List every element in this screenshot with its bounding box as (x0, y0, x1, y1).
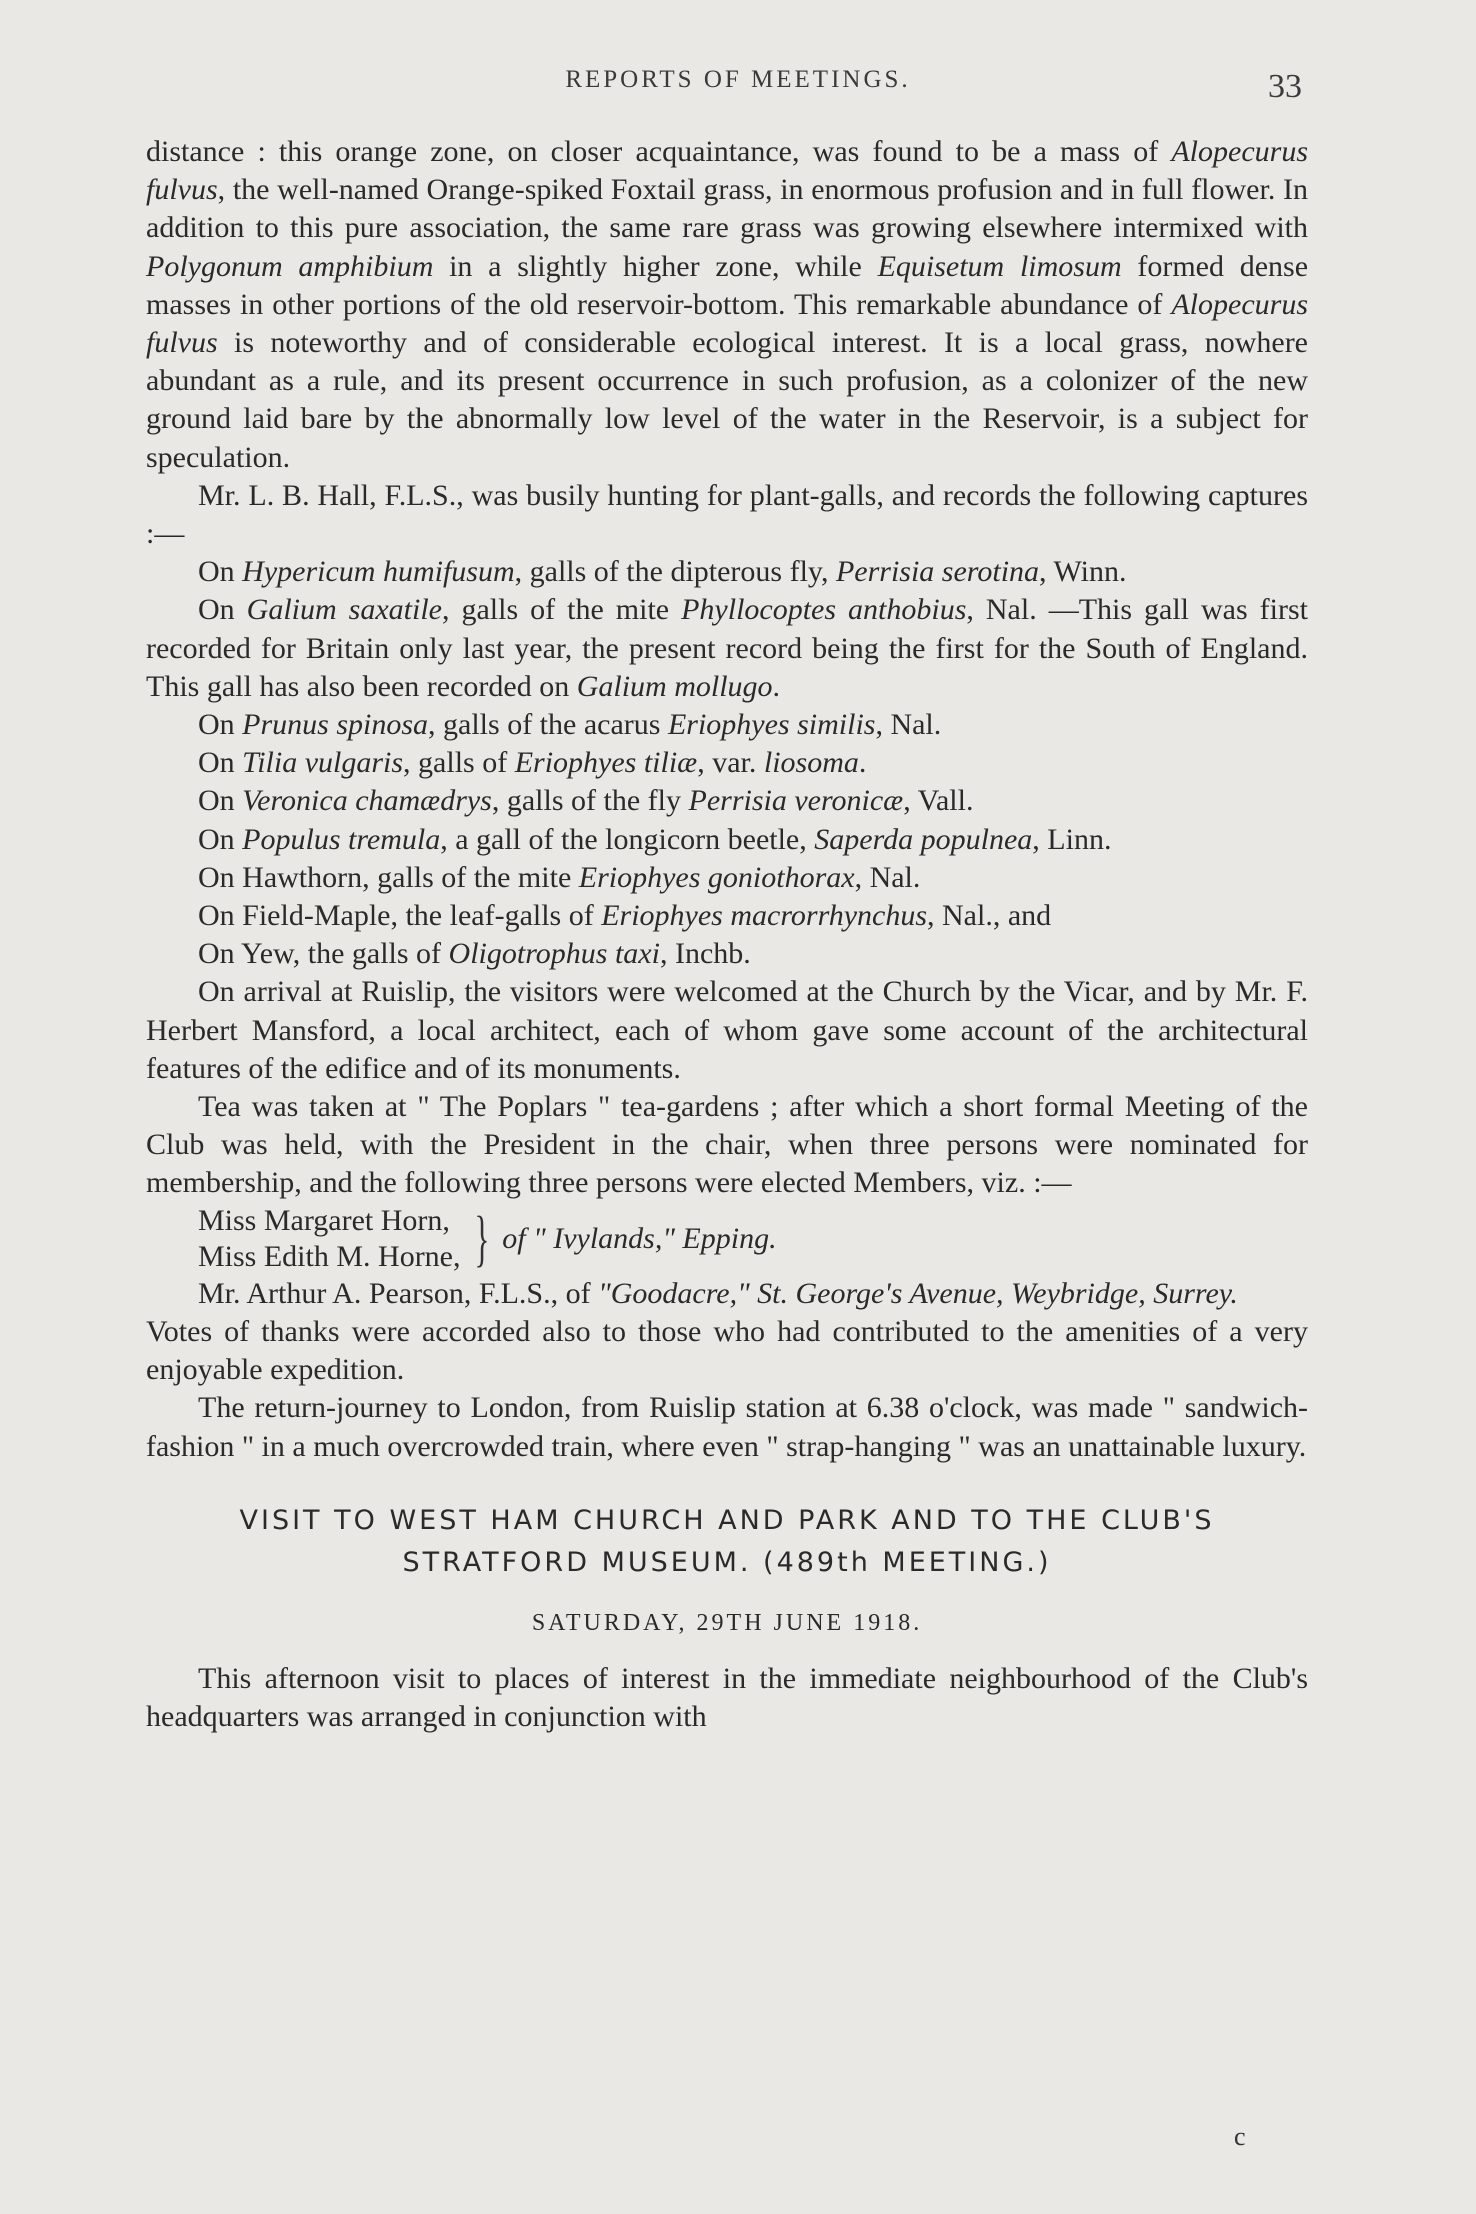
paragraph-tea-meeting: Tea was taken at " The Poplars " tea-gardens ; after which a short formal Meeting of the Club was held, with the President in the chair, when three persons were nominated for membership, and the following three persons were elected Members, viz. :— (146, 1090, 1308, 1200)
member-name: Miss Margaret Horn, (198, 1203, 450, 1237)
paragraph-ruislip-church: On arrival at Ruislip, the visitors were welcomed at the Church by the Vicar, and by Mr. F. Herbert Mansford, a local architect, each of whom gave some account of the architectural features of the edifice and of its monuments. (146, 975, 1308, 1085)
brace-glyph: } (473, 1204, 489, 1273)
gall-record: On Field-Maple, the leaf-galls of Eriophyes macrorrhynchus, Nal., and (198, 899, 1052, 933)
paragraph-return-journey: The return-journey to London, from Ruislip station at 6.38 o'clock, was made " sandwich-fashion " in a much overcrowded train, where even " strap-hanging " was an unattainable luxury. (146, 1391, 1308, 1463)
section-heading: VISIT TO WEST HAM CHURCH AND PARK AND TO THE CLUB'S STRATFORD MUSEUM. (489th MEETING.) (239, 1504, 1215, 1578)
gall-record: On Prunus spinosa, galls of the acarus Eriophyes similis, Nal. (198, 708, 942, 742)
gall-record: On Populus tremula, a gall of the longicorn beetle, Saperda populnea, Linn. (198, 822, 1112, 856)
paragraph-west-ham-intro: This afternoon visit to places of interest in the immediate neighbourhood of the Club's headquarters was arranged in conjunction with (146, 1661, 1308, 1734)
member-address: of " Ivylands," Epping. (502, 1221, 777, 1255)
gall-record: On Hypericum humifusum, galls of the dipterous fly, Perrisia serotina, Winn. (198, 555, 1127, 589)
member-names (198, 1203, 461, 1275)
meeting-date: SATURDAY, 29TH JUNE 1918. (531, 1609, 923, 1636)
gall-record: On Hawthorn, galls of the mite Eriophyes goniothorax, Nal. (198, 860, 921, 894)
body-text (146, 133, 1308, 1736)
gall-record: On Galium saxatile, galls of the mite Phyllocoptes anthobius, Nal. —This gall was first recorded for Britain only last year, the present record being the first for the South of England. This gall has also been recorded on Galium mollugo. (146, 593, 1308, 703)
paragraph-reservoir: distance : this orange zone, on closer acquaintance, was found to be a mass of Alopecurus fulvus, the well-named Orange-spiked Foxtail grass, in enormous profusion and in full flower. In addition to this pure association, the same rare grass was growing elsewhere intermixed with Polygonum amphibium in a slightly higher zone, while Equisetum limosum formed dense masses in other portions of the old reservoir-bottom. This remarkable abundance of Alopecurus fulvus is noteworthy and of considerable ecological interest. It is a local grass, nowhere abundant as a rule, and its present occurrence in such profusion, as a colonizer of the new ground laid bare by the abnormally low level of the water in the Reservoir, is a subject for speculation. (146, 135, 1309, 474)
paragraph-galls-intro: Mr. L. B. Hall, F.L.S., was busily hunting for plant-galls, and records the following captures :— (146, 478, 1308, 551)
member-name: Miss Edith M. Horne, (198, 1239, 461, 1273)
running-head: REPORTS OF MEETINGS. (565, 66, 911, 93)
gall-record: On Veronica chamædrys, galls of the fly Perrisia veronicæ, Vall. (198, 784, 974, 818)
elected-member: Mr. Arthur A. Pearson, F.L.S., of "Goodacre," St. George's Avenue, Weybridge, Surrey. (198, 1276, 1238, 1310)
gall-record: On Tilia vulgaris, galls of Eriophyes tiliæ, var. liosoma. (198, 746, 867, 780)
gall-record: On Yew, the galls of Oligotrophus taxi, Inchb. (198, 937, 751, 971)
page-number: 33 (1268, 68, 1302, 105)
signature-mark: c (1234, 2122, 1246, 2151)
paragraph-votes-of-thanks: Votes of thanks were accorded also to those who had contributed to the amenities of a very enjoyable expedition. (146, 1314, 1308, 1387)
elected-members-braced (146, 1203, 1308, 1275)
